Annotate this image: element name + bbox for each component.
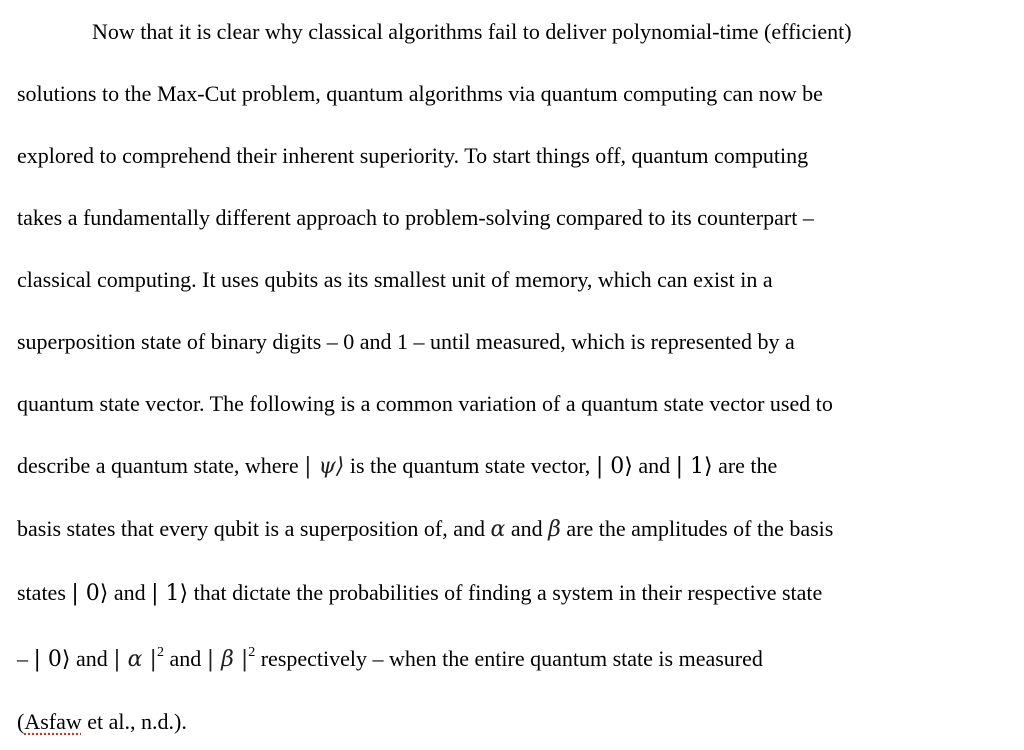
- text-segment: respectively – when the entire quantum state is measured: [255, 646, 763, 671]
- paragraph-line-2: solutions to the Max-Cut problem, quantum algorithms via quantum computing can now be: [17, 81, 823, 106]
- spellcheck-flagged-word[interactable]: Asfaw: [24, 709, 82, 734]
- paragraph-line-3: explored to comprehend their inherent superiority. To start things off, quantum computing: [17, 143, 809, 168]
- ket-psi: | ψ⟩: [304, 454, 345, 479]
- exponent-two: 2: [248, 644, 256, 660]
- paragraph-line-5: classical computing. It uses qubits as its smallest unit of memory, which can exist in a: [17, 267, 773, 292]
- exponent-two: 2: [156, 644, 164, 660]
- text-segment: and: [632, 453, 676, 478]
- beta-magnitude: | β |: [206, 647, 249, 672]
- text-segment: and: [108, 580, 152, 605]
- paragraph-line-6: superposition state of binary digits – 0 and 1 – until measured, which is represented by a: [17, 329, 795, 354]
- alpha-symbol: α: [490, 517, 506, 542]
- text-segment: basis states that every qubit is a superposition of, and: [17, 516, 491, 541]
- text-segment: are the: [712, 453, 778, 478]
- text-segment: (: [17, 709, 25, 734]
- text-segment: –: [17, 646, 34, 671]
- text-segment: describe a quantum state, where: [17, 453, 305, 478]
- ket-one: | 1⟩: [151, 581, 189, 606]
- text-segment: and: [163, 646, 207, 671]
- text-segment: and: [505, 516, 549, 541]
- paragraph-line-12: [17, 702, 1014, 742]
- paragraph-line-11: [17, 639, 1014, 679]
- ket-zero: | 0⟩: [71, 581, 109, 606]
- text-segment: is the quantum state vector,: [344, 453, 596, 478]
- paragraph-line-1: Now that it is clear why classical algorithms fail to deliver polynomial-time (efficient): [92, 19, 852, 44]
- beta-symbol: β: [548, 517, 561, 542]
- paragraph-line-10: [17, 573, 1014, 613]
- alpha-magnitude: | α |: [113, 647, 157, 672]
- text-segment: et al., n.d.).: [81, 709, 187, 734]
- paragraph-line-8: [17, 446, 1014, 486]
- paragraph-line-4: takes a fundamentally different approach to problem-solving compared to its counterpart –: [17, 205, 814, 230]
- text-segment: are the amplitudes of the basis: [560, 516, 834, 541]
- text-segment: and: [70, 646, 114, 671]
- ket-zero: | 0⟩: [595, 454, 633, 479]
- text-segment: states: [17, 580, 72, 605]
- ket-one: | 1⟩: [675, 454, 713, 479]
- paragraph-line-7: quantum state vector. The following is a common variation of a quantum state vector used to: [17, 391, 833, 416]
- paragraph-line-9: [17, 509, 1014, 549]
- ket-zero: | 0⟩: [33, 647, 71, 672]
- text-segment: that dictate the probabilities of finding a system in their respective state: [188, 580, 823, 605]
